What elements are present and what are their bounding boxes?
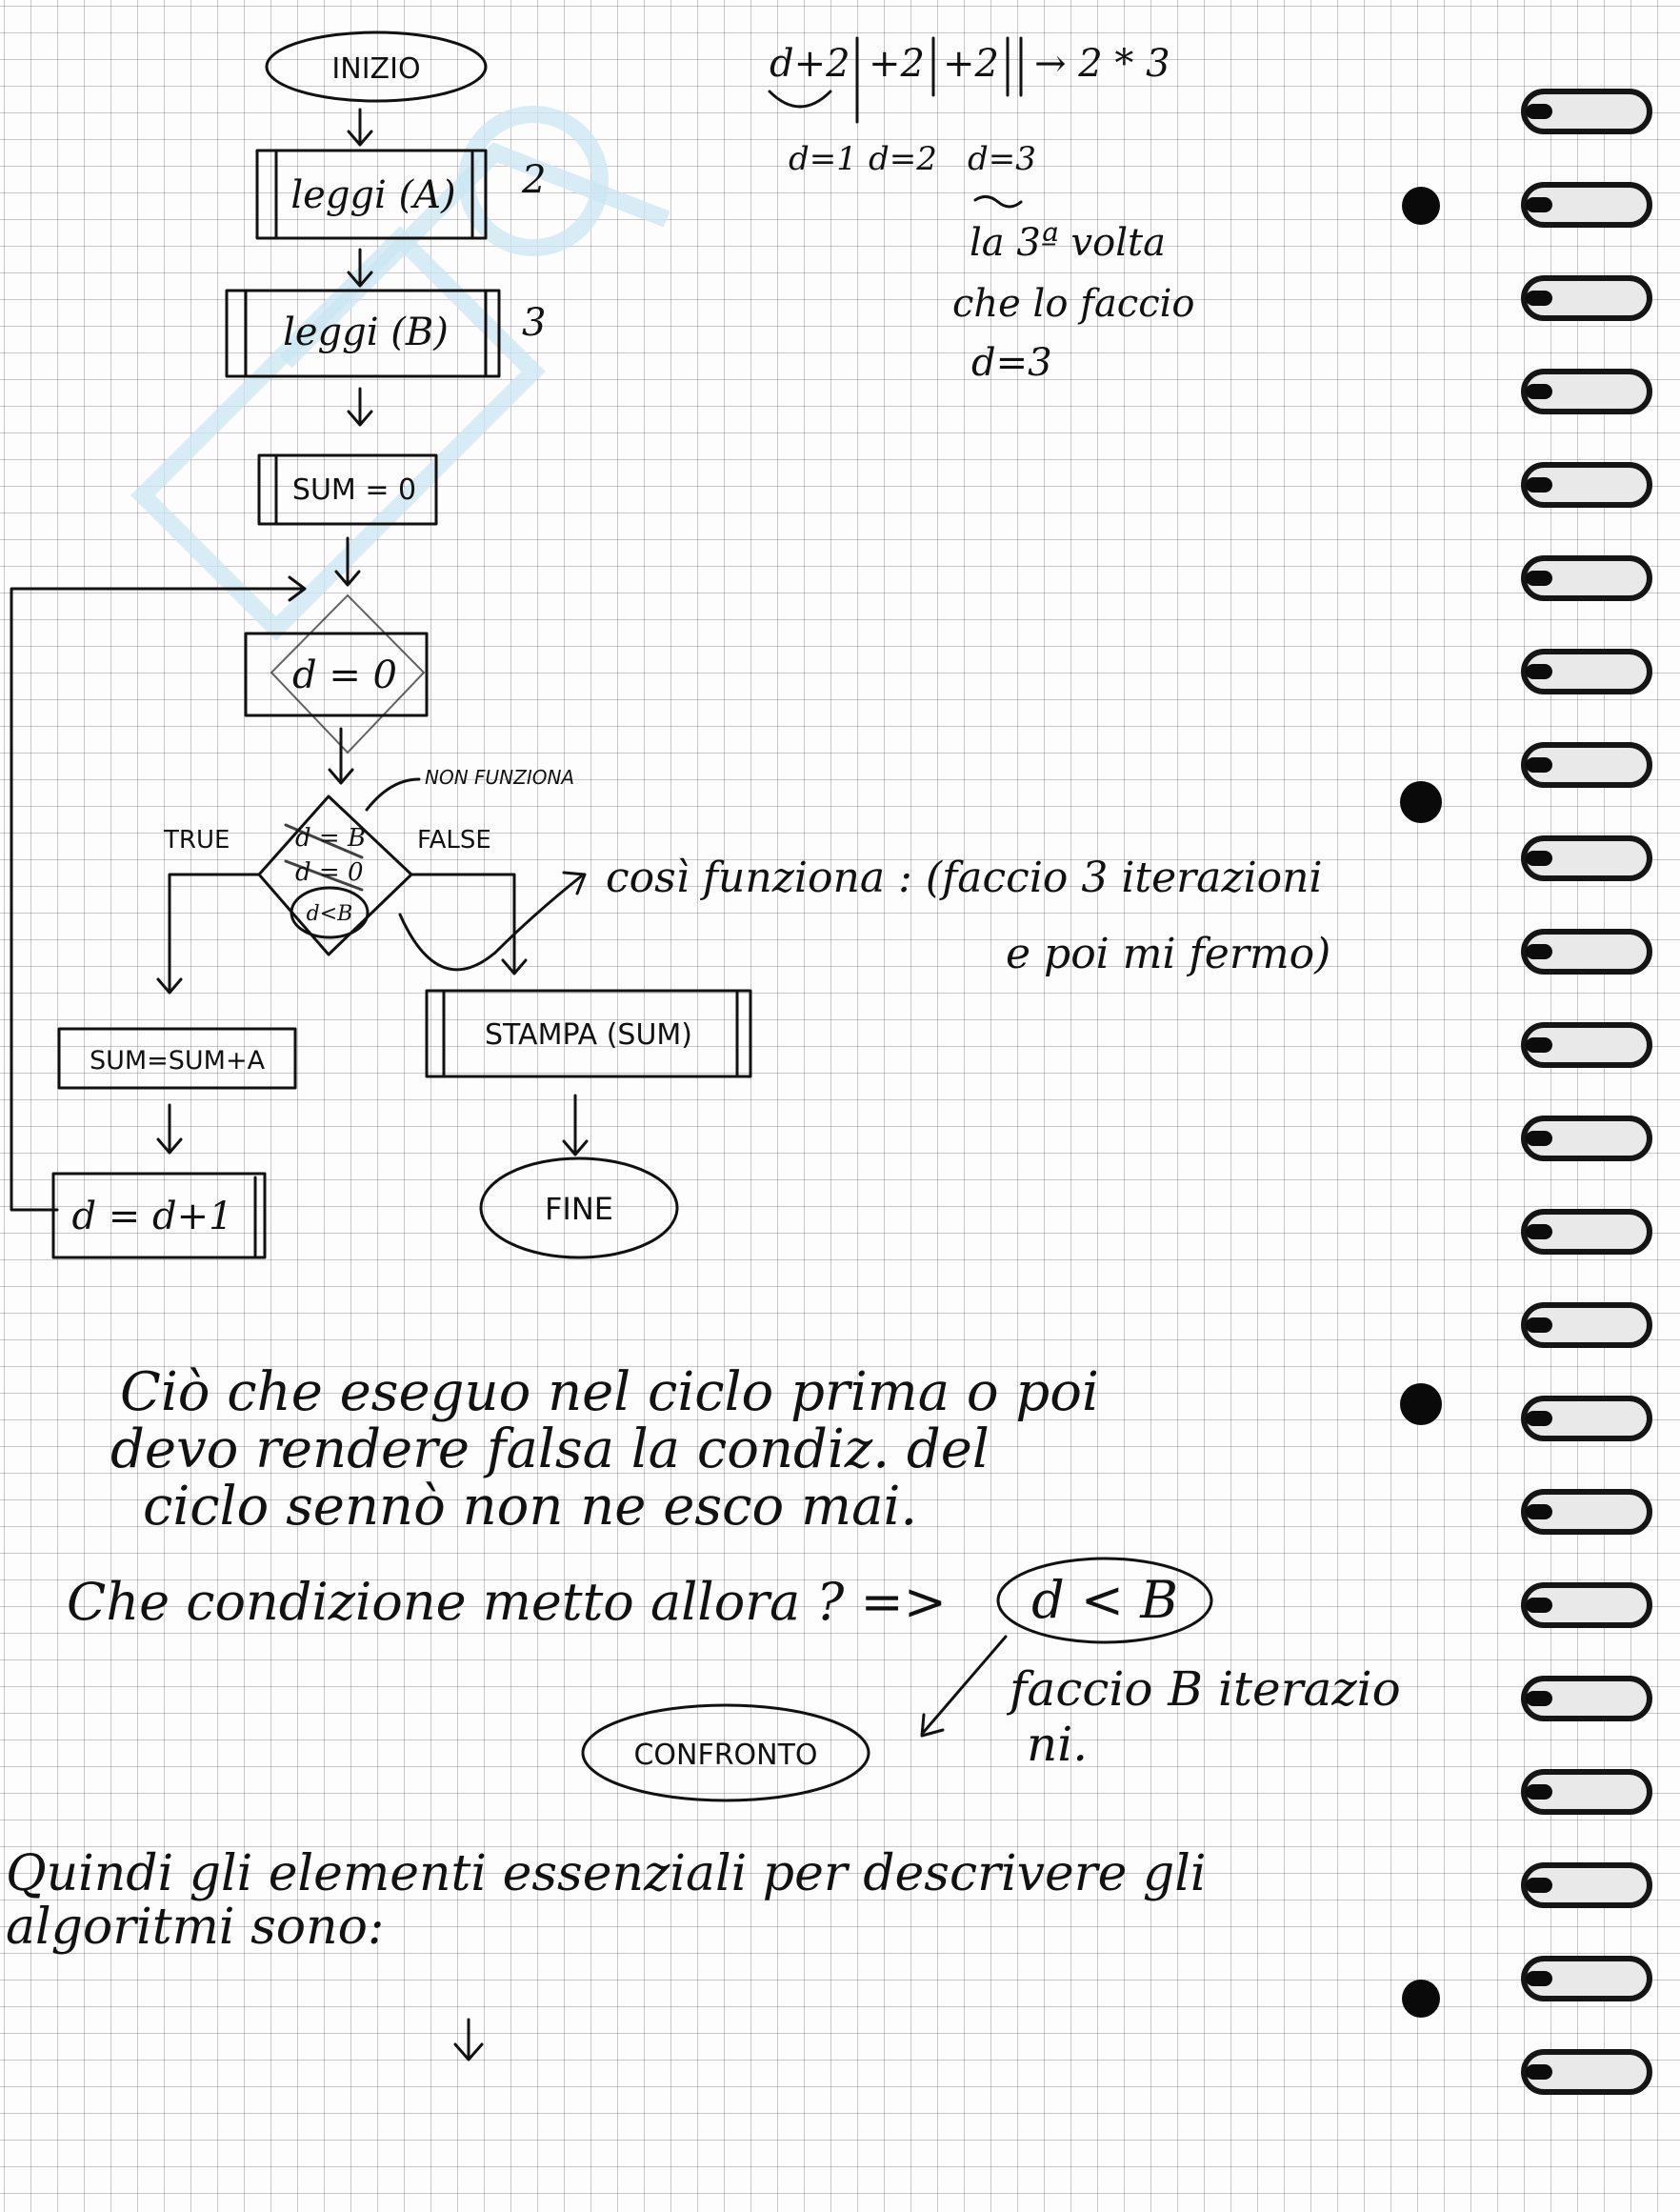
init-d-label: d = 0 — [292, 654, 397, 697]
explain-arrow — [400, 873, 585, 970]
spiral-ring — [1524, 932, 1650, 972]
down-arrow — [455, 2020, 482, 2060]
end-label: FINE — [545, 1191, 613, 1227]
side-notes — [606, 38, 1330, 978]
answer-note-2: ni. — [1027, 1717, 1089, 1772]
body-text — [6, 1361, 1401, 2060]
read-a-label: leggi (A) — [290, 173, 456, 217]
cond-mid: d = 0 — [295, 858, 364, 887]
spiral-ring — [1524, 1679, 1650, 1719]
d3: d=3 — [968, 140, 1036, 178]
answer-note-1: faccio B iterazio — [1010, 1661, 1401, 1717]
note-wrong: NON FUNZIONA — [425, 766, 575, 789]
print-label: STAMPA (SUM) — [485, 1018, 692, 1052]
init-sum-label: SUM = 0 — [291, 473, 417, 507]
spiral-ring — [1524, 1212, 1650, 1252]
spiral-ring — [1524, 558, 1650, 598]
spiral-ring — [1524, 1959, 1650, 1999]
conclusion-1: Quindi gli elementi essenziali per descrivere gli — [6, 1845, 1207, 1902]
spiral-ring — [1524, 1585, 1650, 1625]
spiral-ring — [1524, 185, 1650, 225]
cond-top: d = B — [295, 824, 367, 853]
spiral-ring — [1524, 465, 1650, 505]
true-label: TRUE — [164, 826, 230, 855]
works-1: così funziona : (faccio 3 iterazioni — [606, 854, 1323, 902]
spiral-ring — [1524, 91, 1650, 131]
binder-hole — [1402, 1980, 1440, 2018]
start-label: INIZIO — [331, 52, 421, 86]
increment-label: d = d+1 — [71, 1195, 233, 1238]
body-line-2: devo rendere falsa la condiz. del — [110, 1418, 990, 1480]
spiral-ring — [1524, 1398, 1650, 1438]
spiral-ring — [1524, 1865, 1650, 1905]
spiral-ring — [1524, 1492, 1650, 1532]
third-3: d=3 — [971, 341, 1052, 385]
question: Che condizione metto allora ? => — [67, 1572, 947, 1632]
spiral-ring — [1524, 838, 1650, 878]
binder-hole — [1400, 781, 1442, 823]
loop-back-arrow — [11, 577, 305, 1210]
binder-hole — [1400, 1383, 1442, 1425]
spiral-ring — [1524, 745, 1650, 785]
spiral-ring — [1524, 652, 1650, 692]
eq-a: d+2 — [770, 42, 850, 86]
spiral-ring — [1524, 1305, 1650, 1345]
answer: d < B — [1031, 1570, 1178, 1630]
spiral-ring — [1524, 1772, 1650, 1812]
eq-b: +2 — [869, 42, 925, 86]
d1: d=1 — [789, 140, 857, 178]
false-label: FALSE — [417, 826, 491, 855]
spiral-ring — [1524, 1118, 1650, 1158]
body-line-3: ciclo sennò non ne esco mai. — [143, 1476, 918, 1538]
read-a-value: 2 — [522, 158, 547, 202]
spiral-ring — [1524, 2052, 1650, 2092]
sum-step-label: SUM=SUM+A — [89, 1046, 266, 1076]
d2: d=2 — [869, 140, 937, 178]
body-line-1: Ciò che eseguo nel ciclo prima o poi — [120, 1361, 1099, 1423]
cond-circled: d<B — [306, 902, 353, 926]
eq-c: +2 — [943, 42, 999, 86]
binder-holes — [1400, 187, 1442, 2018]
spiral-ring — [1524, 278, 1650, 318]
binder-hole — [1402, 187, 1440, 225]
read-b-value: 3 — [522, 301, 547, 345]
conclusion-2: algoritmi sono: — [6, 1899, 385, 1956]
spiral-ring — [1524, 1025, 1650, 1065]
third-1: la 3ª volta — [970, 221, 1166, 265]
spiral-ring — [1524, 372, 1650, 412]
third-2: che lo faccio — [952, 282, 1195, 326]
read-b-label: leggi (B) — [283, 311, 449, 354]
works-2: e poi mi fermo) — [1006, 930, 1331, 978]
eq-result: → 2 * 3 — [1034, 42, 1170, 86]
spiral-binding — [1524, 91, 1650, 2092]
confronto: CONFRONTO — [633, 1739, 818, 1772]
